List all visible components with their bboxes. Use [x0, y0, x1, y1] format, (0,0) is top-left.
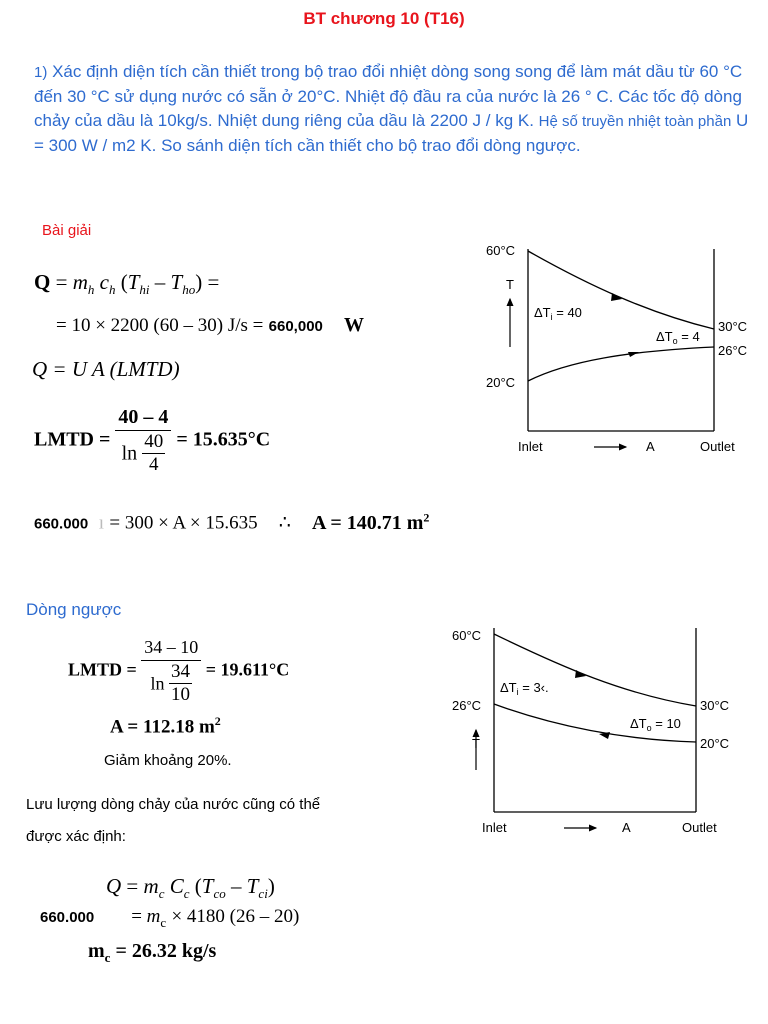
diagram2-hot-curve — [494, 634, 696, 706]
lmtd2-result: = 19.611°C — [205, 659, 290, 680]
area-result-sup: 2 — [423, 510, 430, 524]
lmtd-result: = 15.635°C — [176, 428, 271, 451]
eq2-value: 660,000 — [268, 318, 323, 335]
problem-text-b: Hệ số truyền nhiệt toàn phần — [538, 113, 732, 130]
flow-rate-line1: Lưu lượng dòng chảy của nước cũng có thể — [26, 796, 321, 813]
ln-numerator: 40 — [144, 431, 164, 452]
lmtd-fraction — [115, 404, 171, 476]
area-q-value: 660.000 — [34, 515, 89, 533]
diagram1-dto: $\Delta T_o = 4$ — [656, 329, 700, 346]
eq2-expr: = 10 × 2200 (60 – 30) J/s = — [56, 315, 264, 336]
lmtd-label: LMTD = — [34, 428, 111, 451]
diagram1-axis-t: T — [506, 277, 514, 292]
page-title: BT chương 10 (T16) — [303, 9, 465, 28]
diagram1-cold-arrow — [628, 352, 639, 357]
problem-number: 1) — [34, 64, 48, 81]
lmtd2-fraction — [141, 634, 201, 706]
equation-q-water: $Q = m_c$ $C_c$ $(T_{co} - T_{ci})$ — [106, 874, 275, 902]
equation-q-ua: Q = U A (LMTD) — [32, 357, 180, 381]
reduction-note: Giảm khoảng 20%. — [104, 752, 232, 769]
diagram2-cold-in: 20°C — [700, 736, 730, 751]
eq1-rhs: = — [202, 270, 220, 294]
lmtd2-denominator — [141, 661, 201, 706]
diagram2-outlet: Outlet — [682, 820, 717, 835]
area2-text: A = 112.18 m — [110, 716, 215, 738]
solution-label: Bài giải — [42, 222, 92, 239]
equation-lmtd-counter — [68, 634, 289, 706]
diagram1-dti: $\Delta T_i = 40$ — [534, 305, 582, 322]
mc-result-text: = 26.32 kg/s — [115, 940, 217, 962]
area-result — [312, 512, 429, 534]
area-equation: = 300 × A × 15.635 — [109, 512, 258, 534]
mc-result: $m_c = 26.32$ kg/s — [88, 940, 217, 965]
therefore-symbol: ∴ — [278, 512, 291, 534]
diagram1-cold-out: 26°C — [718, 343, 748, 358]
parallel-flow-diagram — [478, 235, 758, 460]
ln2-label: ln — [150, 673, 165, 694]
lmtd-denominator — [115, 431, 171, 476]
lmtd2-numerator: 34 – 10 — [141, 634, 201, 661]
counterflow-label: Dòng ngược — [26, 600, 122, 619]
ln-fraction — [142, 431, 165, 476]
diagram2-hot-out: 30°C — [700, 698, 730, 713]
equation-mc: 660.000 = $m_c \times 4180$ (26 – 20) — [40, 906, 300, 930]
diagram1-outlet: Outlet — [700, 439, 735, 454]
diagram1-inlet: Inlet — [518, 439, 543, 454]
mc-q-value: 660.000 — [40, 909, 95, 926]
ln2-fraction — [169, 661, 192, 706]
diagram2-dti: $\Delta T_i$ = 3‹. — [500, 680, 549, 697]
area-result-counter — [110, 714, 221, 738]
equation-area-parallel: 660.000 ı = 300 × A × 15.635 ∴ A = 140.71 $m^2$ — [34, 510, 430, 534]
diagram2-inlet: Inlet — [482, 820, 507, 835]
mc-eq-rest: × 4180 (26 – 20) — [171, 906, 300, 927]
problem-statement — [34, 60, 750, 158]
diagram1-cold-in: 20°C — [486, 375, 516, 390]
diagram1-a: A — [646, 439, 655, 454]
equation-heat-balance: $Q = m_h$ $c_h$ $(T_{hi} - T_{ho})$ = — [34, 270, 220, 298]
ln-label: ln — [121, 442, 138, 465]
diagram2-dto: $\Delta T_o = 10$ — [630, 716, 681, 733]
equation-q-value — [56, 314, 364, 337]
area2-sup: 2 — [214, 714, 221, 728]
flow-rate-line2: được xác định: — [26, 828, 126, 845]
ln2-numerator: 34 — [171, 661, 191, 682]
diagram1-cold-curve — [528, 347, 714, 381]
diagram1-hot-in: 60°C — [486, 243, 516, 258]
lmtd2-label: LMTD = — [68, 659, 137, 680]
counter-flow-diagram — [444, 620, 754, 840]
area-result-text: A = 140.71 m — [311, 511, 424, 534]
diagram2-a: A — [622, 820, 631, 835]
ln-denominator: 4 — [148, 454, 159, 475]
diagram2-hot-in: 60°C — [452, 628, 482, 643]
equation-lmtd-parallel — [34, 404, 270, 476]
problem-text-c: U = 300 W / m2 K. So sánh diện tích cần thiết cho bộ trao đổi dòng ngược. — [34, 111, 749, 155]
diagram2-axis-t: T — [472, 736, 480, 751]
lmtd-numerator: 40 – 4 — [115, 404, 171, 431]
diagram2-cold-out: 26°C — [452, 698, 482, 713]
problem-text-a: Xác định diện tích cần thiết trong bộ trao đổi nhiệt dòng song song để làm mát dầu từ 60 °C đến 30 °C sử dụng nước có sẵn ở 20°C. Nhiệt độ đầu ra của nước là 26 ° C. Các tốc độ dòng chảy của dầu là 10kg/s. Nhiệt dung riêng của dầu là 2200 J / kg K. — [34, 62, 743, 130]
eq2-unit: W — [344, 314, 365, 336]
ln2-denominator: 10 — [171, 684, 191, 705]
diagram1-hot-out: 30°C — [718, 319, 748, 334]
